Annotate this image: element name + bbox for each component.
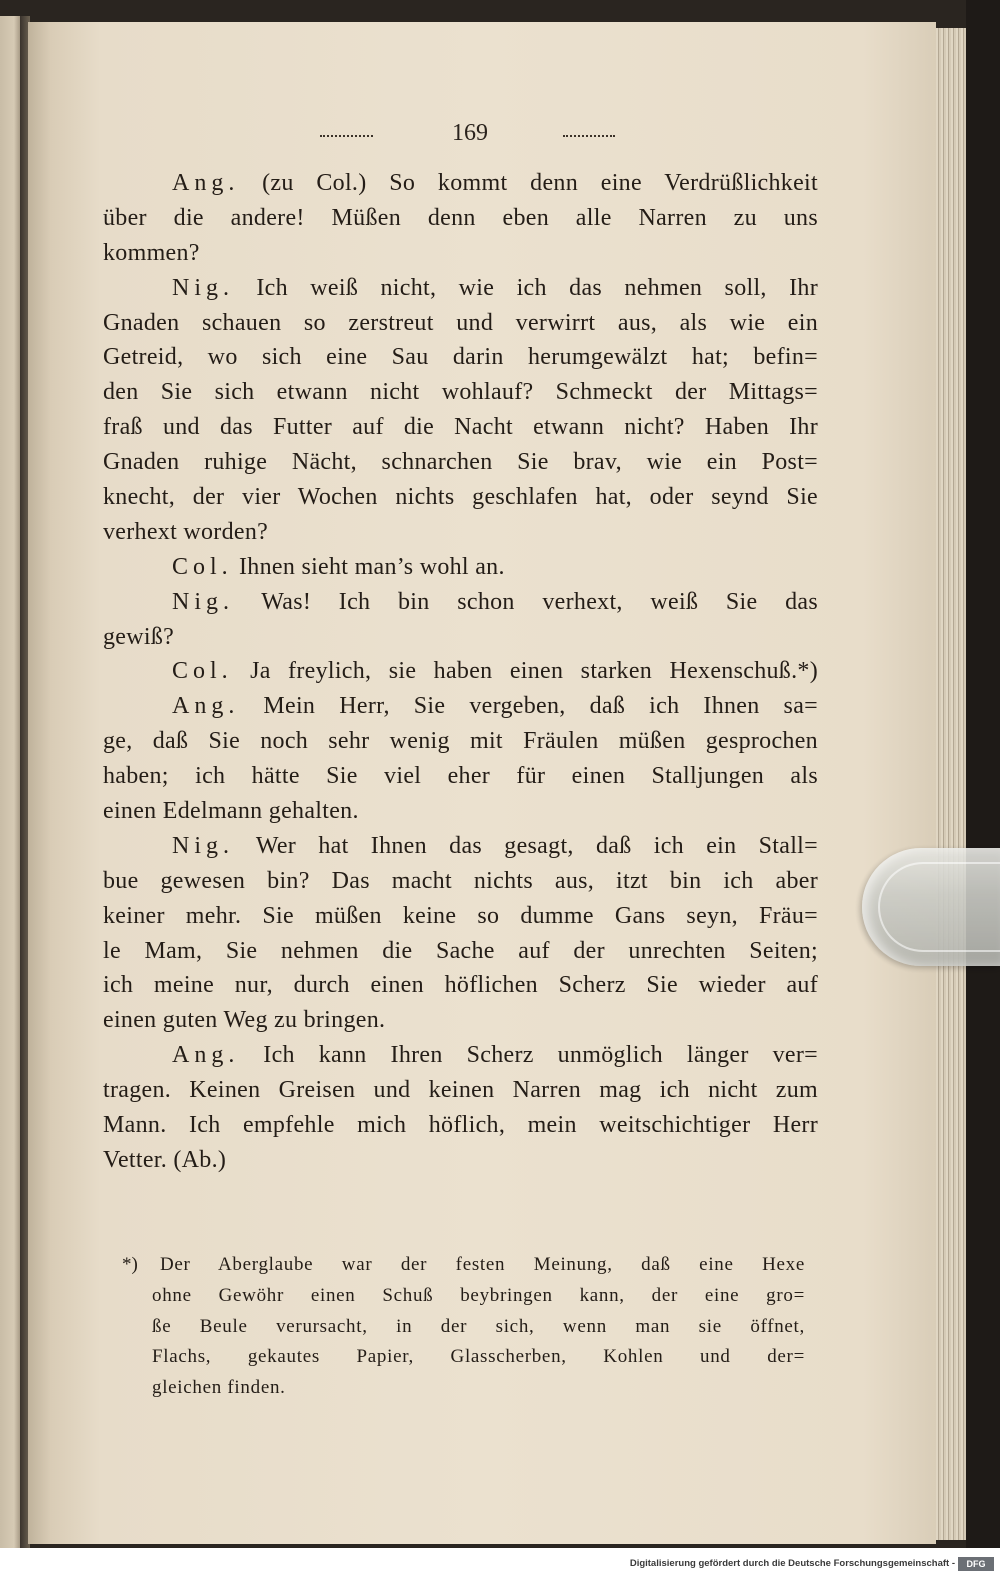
line-text: Was! Ich bin schon verhext, weiß Sie das [261,588,818,615]
text-line: haben; ich hätte Sie viel eher für einen Stalljungen als [103,763,818,790]
speaker-name: Col. [172,553,233,580]
speaker-name: Nig. [172,274,234,301]
line-text: Ich weiß nicht, wie ich das nehmen soll, Ihr [256,274,818,301]
text-line: über die andere! Müßen denn eben alle Narren zu uns [103,204,818,231]
text-line: keiner mehr. Sie müßen keine so dumme Gans seyn, Fräu= [103,902,818,929]
paragraph [103,689,818,829]
text-line: bue gewesen bin? Das macht nichts aus, itzt bin ich aber [103,867,818,894]
footnote [122,1250,805,1404]
paragraph [103,166,818,271]
line-text: Ja freylich, sie haben einen starken Hexenschuß.*) [250,658,818,685]
text-line: Mann. Ich empfehle mich höflich, mein weitschichtiger Herr [103,1112,818,1139]
text-line [103,689,818,724]
line-text: Mein Herr, Sie vergeben, daß ich Ihnen sa= [263,693,818,720]
text-line: ge, daß Sie noch sehr wenig mit Fräulen müßen gesprochen [103,728,818,755]
page-stack-edges [936,28,966,1540]
text-line: fraß und das Futter auf die Nacht etwann nicht? Haben Ihr [103,414,818,441]
body-text [103,166,818,1178]
scanner-border [966,0,1000,1548]
text-line: tragen. Keinen Greisen und keinen Narren mag ich nicht zum [103,1077,818,1104]
page-number: 169 [452,120,488,146]
speaker-name: Ang. [172,170,240,196]
speaker-name: Nig. [172,588,234,615]
speaker-name: Ang. [172,1042,240,1069]
paragraph [103,829,818,1038]
footnote-line: Der Aberglaube war der festen Meinung, daß eine Hexe [160,1254,805,1275]
text-line [103,654,818,689]
text-line: Gnaden ruhige Nächt, schnarchen Sie brav, wie ein Post= [103,449,818,476]
text-line [103,550,818,585]
header-ornament-right [563,135,615,137]
footnote-line: Flachs, gekautes Papier, Glasscherben, Kohlen und der= [152,1346,805,1368]
text-line: Getreid, wo sich eine Sau darin herumgewälzt hat; befin= [103,344,818,371]
text-line: kommen? [103,239,200,266]
paragraph [103,654,818,689]
text-line: Vetter. (Ab.) [103,1146,227,1173]
text-line [103,829,818,864]
text-line: den Sie sich etwann nicht wohlauf? Schmeckt der Mittags= [103,379,818,406]
clip-highlight [878,862,1000,952]
paragraph [103,585,818,655]
text-line: le Mam, Sie nehmen die Sache auf der unrechten Seiten; [103,937,818,964]
footnote-line: gleichen finden. [152,1377,286,1399]
dfg-logo: DFG [958,1557,994,1571]
speaker-name: Ang. [172,693,240,720]
digitization-credit: Digitalisierung gefördert durch die Deutsche Forschungsgemeinschaft - [629,1558,955,1569]
line-text: (zu Col.) So kommt denn eine Verdrüßlichkeit [262,170,818,196]
footnote-line: ße Beule verursacht, in der sich, wenn man sie öffnet, [152,1315,805,1337]
line-text: Ich kann Ihren Scherz unmöglich länger ver= [263,1042,818,1069]
text-line: Gnaden schauen so zerstreut und verwirrt aus, als wie ein [103,309,818,336]
paragraph [103,1038,818,1178]
line-text: Ihnen sieht man’s wohl an. [239,553,505,580]
speaker-name: Col. [172,658,233,685]
line-text: Wer hat Ihnen das gesagt, daß ich ein Stall= [255,832,818,859]
text-line [103,1038,818,1073]
facing-page-edge [0,16,20,1548]
text-line [103,585,818,620]
text-line: knecht, der vier Wochen nichts geschlafen hat, oder seynd Sie [103,484,818,511]
paragraph [103,550,818,585]
text-line: verhext worden? [103,518,269,545]
header-ornament-left [320,135,373,137]
text-line: ich meine nur, durch einen höflichen Scherz Sie wieder auf [103,972,818,999]
speaker-name: Nig. [172,832,234,859]
text-line [103,271,818,306]
footnote-marker: *) [122,1254,138,1275]
text-line: einen guten Weg zu bringen. [103,1007,386,1034]
paragraph [103,271,818,550]
text-line: einen Edelmann gehalten. [103,798,359,825]
text-line: gewiß? [103,623,175,650]
footnote-line: ohne Gewöhr einen Schuß beybringen kann, der eine gro= [152,1284,805,1306]
text-line [103,166,818,201]
